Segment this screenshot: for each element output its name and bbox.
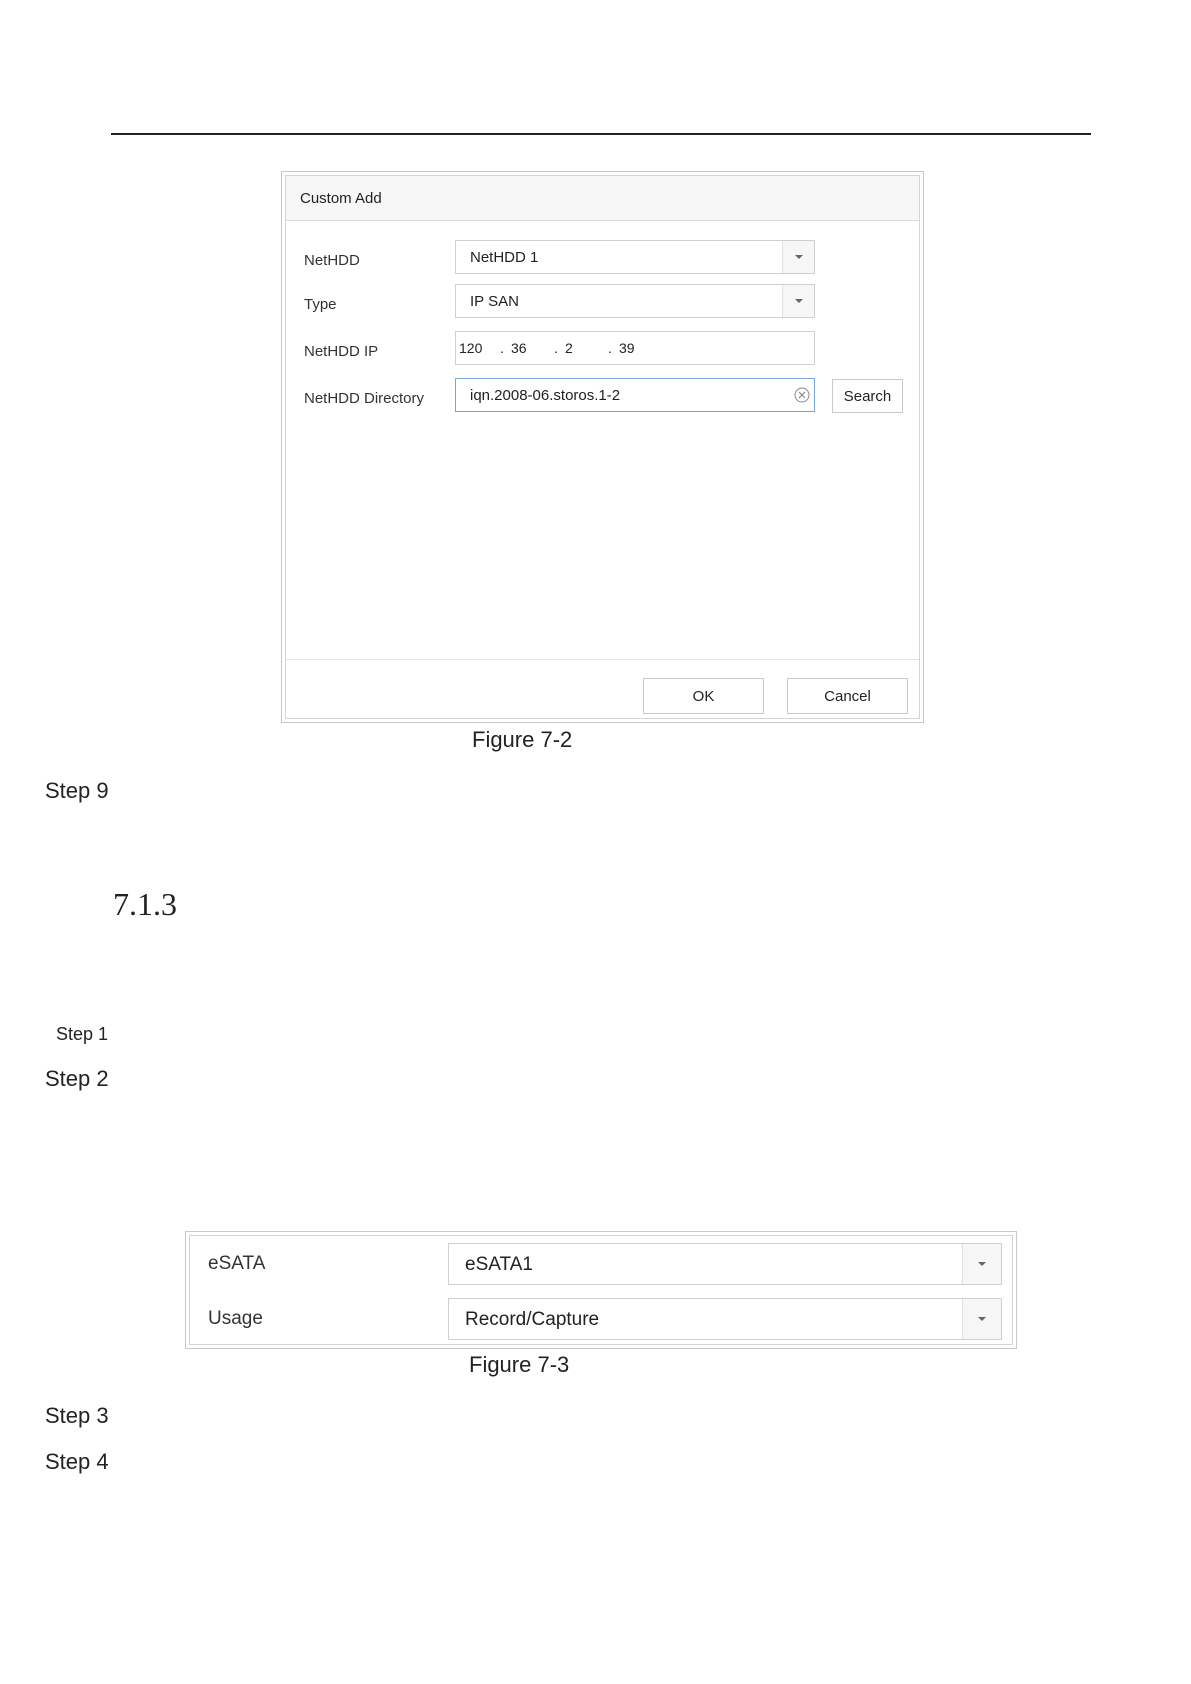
nethdd-directory-value: iqn.2008-06.storos.1-2 bbox=[470, 387, 621, 404]
esata-settings-panel bbox=[185, 1231, 1017, 1349]
step-2: Step 2 bbox=[45, 1066, 109, 1091]
esata-value: eSATA1 bbox=[465, 1254, 533, 1275]
clear-icon[interactable] bbox=[794, 387, 810, 403]
esata-label: eSATA bbox=[208, 1253, 266, 1274]
ip-dot: . bbox=[500, 340, 504, 356]
nethdd-directory-input[interactable] bbox=[455, 378, 815, 412]
step-3: Step 3 bbox=[45, 1403, 109, 1428]
type-select[interactable] bbox=[455, 284, 815, 318]
nethdd-directory-label: NetHDD Directory bbox=[304, 390, 425, 407]
nethdd-ip-input[interactable] bbox=[455, 331, 815, 365]
ip-dot: . bbox=[554, 340, 558, 356]
type-dropdown-button[interactable] bbox=[782, 285, 814, 317]
ip-octet-3[interactable]: 2 bbox=[565, 340, 573, 356]
chevron-down-icon bbox=[978, 1317, 986, 1321]
type-label: Type bbox=[304, 296, 337, 313]
dialog-body bbox=[285, 175, 920, 719]
esata-dropdown-button[interactable] bbox=[962, 1244, 1001, 1284]
figure-7-3-caption: Figure 7-3 bbox=[469, 1352, 570, 1377]
search-button[interactable]: Search bbox=[832, 379, 903, 413]
step-9: Step 9 bbox=[45, 778, 109, 803]
esata-select[interactable] bbox=[448, 1243, 1002, 1285]
ip-octet-1[interactable]: 120 bbox=[459, 340, 483, 356]
cancel-button[interactable]: Cancel bbox=[787, 678, 908, 714]
nethdd-label: NetHDD bbox=[304, 252, 360, 269]
custom-add-dialog bbox=[281, 171, 924, 723]
section-number: 7.1.3 bbox=[113, 886, 177, 922]
usage-value: Record/Capture bbox=[465, 1309, 600, 1330]
ip-octet-2[interactable]: 36 bbox=[511, 340, 527, 356]
dialog-title: Custom Add bbox=[300, 190, 382, 207]
nethdd-select[interactable] bbox=[455, 240, 815, 274]
ip-octet-4[interactable]: 39 bbox=[619, 340, 635, 356]
header-rule bbox=[111, 133, 1091, 135]
ip-dot: . bbox=[608, 340, 612, 356]
chevron-down-icon bbox=[978, 1262, 986, 1266]
dialog-header bbox=[286, 176, 919, 221]
usage-select[interactable] bbox=[448, 1298, 1002, 1340]
dialog-footer-divider bbox=[286, 659, 919, 660]
nethdd-value: NetHDD 1 bbox=[470, 249, 539, 266]
step-1: Step 1 bbox=[56, 1024, 109, 1044]
chevron-down-icon bbox=[795, 299, 803, 303]
ok-button[interactable]: OK bbox=[643, 678, 764, 714]
usage-dropdown-button[interactable] bbox=[962, 1299, 1001, 1339]
chevron-down-icon bbox=[795, 255, 803, 259]
usage-label: Usage bbox=[208, 1308, 263, 1329]
esata-panel-body bbox=[189, 1235, 1013, 1345]
nethdd-ip-label: NetHDD IP bbox=[304, 343, 379, 360]
type-value: IP SAN bbox=[470, 293, 519, 310]
nethdd-dropdown-button[interactable] bbox=[782, 241, 814, 273]
step-4: Step 4 bbox=[45, 1449, 109, 1474]
figure-7-2-caption: Figure 7-2 bbox=[472, 727, 573, 752]
